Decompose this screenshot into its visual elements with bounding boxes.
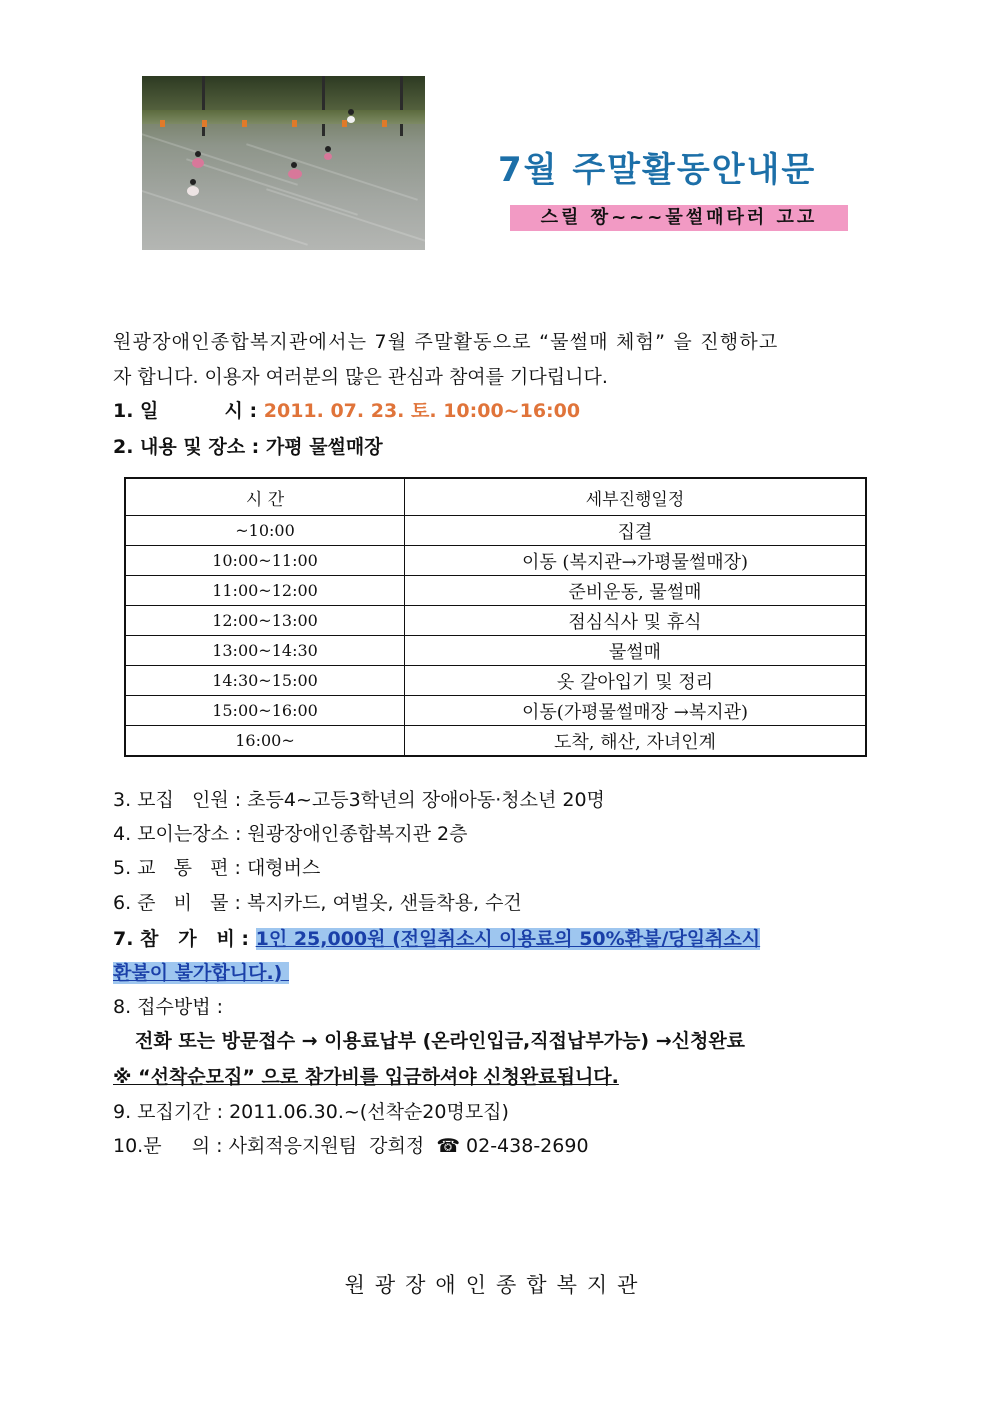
- schedule-table: [124, 477, 867, 757]
- item-contact: [113, 1131, 589, 1161]
- schedule-detail: 물썰매: [405, 636, 867, 666]
- table-row: [125, 576, 866, 606]
- schedule-time: 16:00~: [125, 726, 405, 757]
- table-row: [125, 606, 866, 636]
- schedule-detail: 이동 (복지관→가평물썰매장): [405, 546, 867, 576]
- schedule-detail: 도착, 해산, 자녀인계: [405, 726, 867, 757]
- item-transport: 5. 교 통 편 : 대형버스: [113, 857, 321, 879]
- item-place: 2. 내용 및 장소 : 가평 물썰매장: [113, 436, 383, 458]
- page-subtitle: 스릴 짱~~~물썰매타러 고고: [510, 205, 848, 231]
- item-date: [113, 396, 580, 426]
- schedule-time: 13:00~14:30: [125, 636, 405, 666]
- item-date-label: 1. 일 시 :: [113, 400, 264, 422]
- item-date-value: 2011. 07. 23. 토. 10:00~16:00: [263, 400, 581, 422]
- item-apply-label: 8. 접수방법 :: [113, 996, 224, 1018]
- table-row: [125, 666, 866, 696]
- schedule-detail: 집결: [405, 516, 867, 546]
- item-apply-note: ※ “선착순모집” 으로 참가비를 입금하셔야 신청완료됩니다.: [113, 1066, 619, 1088]
- schedule-detail: 이동(가평물썰매장 →복지관): [405, 696, 867, 726]
- organization-footer: 원광장애인종합복지관: [344, 1273, 648, 1297]
- item-fee-value: 1인 25,000원 (전일취소시 이용료의 50%환불/당일취소시: [255, 928, 761, 950]
- table-row: [125, 546, 866, 576]
- item-contact-label: 10.문 의 : 사회적응지원팀 강희정: [113, 1135, 437, 1157]
- schedule-time: 10:00~11:00: [125, 546, 405, 576]
- table-row: [125, 726, 866, 757]
- phone-icon: ☎: [436, 1135, 460, 1157]
- schedule-header-row: [125, 478, 866, 516]
- item-recruit: 3. 모집 인원 : 초등4~고등3학년의 장애아동·청소년 20명: [113, 789, 605, 811]
- schedule-time: ~10:00: [125, 516, 405, 546]
- schedule-time: 12:00~13:00: [125, 606, 405, 636]
- item-fee: [113, 924, 760, 954]
- intro-line-1: 원광장애인종합복지관에서는 7월 주말활동으로 “물썰매 체험” 을 진행하고: [113, 331, 779, 353]
- schedule-header-time: 시 간: [125, 478, 405, 516]
- item-fee-continued: [113, 958, 289, 988]
- schedule-time: 11:00~12:00: [125, 576, 405, 606]
- schedule-detail: 옷 갈아입기 및 정리: [405, 666, 867, 696]
- table-row: [125, 516, 866, 546]
- schedule-time: 15:00~16:00: [125, 696, 405, 726]
- intro-line-2: 자 합니다. 이용자 여러분의 많은 관심과 참여를 기다립니다.: [113, 366, 608, 388]
- item-fee-value-cont: 환불이 불가합니다.): [113, 962, 289, 984]
- header-photo: [142, 76, 425, 250]
- item-contact-phone: 02-438-2690: [459, 1135, 589, 1157]
- schedule-detail: 점심식사 및 휴식: [405, 606, 867, 636]
- schedule-header-detail: 세부진행일정: [405, 478, 867, 516]
- item-apply-steps: 전화 또는 방문접수 → 이용료납부 (온라인입금,직접납부가능) →신청완료: [135, 1030, 746, 1052]
- item-meeting: 4. 모이는장소 : 원광장애인종합복지관 2층: [113, 823, 468, 845]
- table-row: [125, 636, 866, 666]
- page-title: 7월 주말활동안내문: [498, 150, 817, 190]
- item-prep: 6. 준 비 물 : 복지카드, 여벌옷, 샌들착용, 수건: [113, 892, 522, 914]
- schedule-time: 14:30~15:00: [125, 666, 405, 696]
- item-fee-label: 7. 참 가 비 :: [113, 928, 256, 950]
- table-row: [125, 696, 866, 726]
- item-period: 9. 모집기간 : 2011.06.30.~(선착순20명모집): [113, 1101, 509, 1123]
- schedule-detail: 준비운동, 물썰매: [405, 576, 867, 606]
